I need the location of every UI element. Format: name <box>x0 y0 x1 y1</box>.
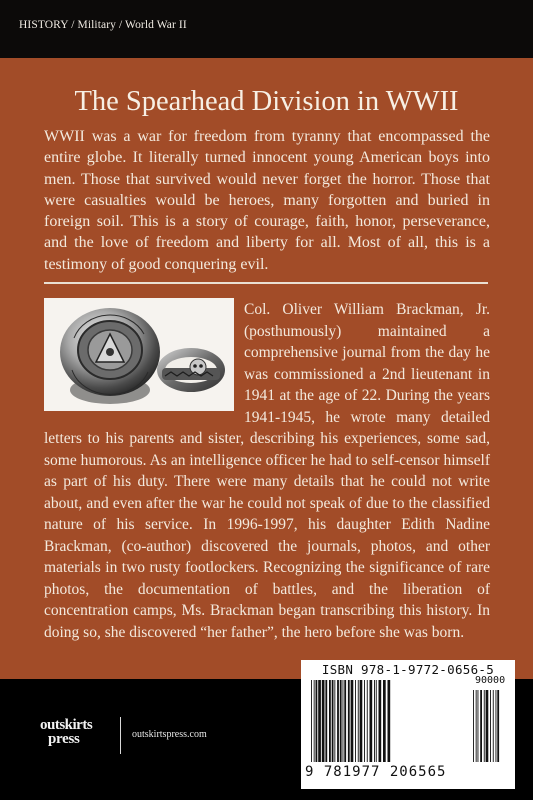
content-panel <box>0 58 533 679</box>
barcode-bar <box>337 680 339 762</box>
barcode-bar <box>496 690 497 762</box>
barcode-addon <box>473 690 509 762</box>
barcode-bar <box>497 690 499 762</box>
barcode-bar <box>314 680 315 762</box>
barcode-bar <box>364 680 365 762</box>
barcode-bar <box>379 680 382 762</box>
barcode-bar <box>322 680 325 762</box>
book-title: The Spearhead Division in WWII <box>74 86 459 117</box>
publisher-divider <box>120 717 121 754</box>
barcode-bar <box>325 680 327 762</box>
barcode-bar <box>334 680 335 762</box>
barcode-bar <box>473 690 474 762</box>
publisher-url: outskirtspress.com <box>132 729 207 740</box>
barcode-bar <box>367 680 368 762</box>
logo-line-1: outskirts <box>40 717 93 733</box>
barcode-bar <box>388 680 391 762</box>
barcode-bar <box>348 680 350 762</box>
intro-paragraph: WWII was a war for freedom from tyranny that encompassed the entire globe. It literally turned innocent young American boys into men. Those that survived would never forget the horror. Those that were casualties would be heroes, many forgotten and buried in foreign soil. This is a story of courage, faith, honor, perseverance, and the love of freedom and liberty for all. Most of all, this is a testimony of good conquering evil. <box>44 128 490 273</box>
barcode-main <box>311 680 467 762</box>
category-label: HISTORY / Military / World War II <box>19 19 187 31</box>
barcode-bar <box>311 680 312 762</box>
barcode-bar <box>332 680 334 762</box>
barcode-bar <box>476 690 477 762</box>
photo-space <box>44 299 244 412</box>
barcode-bar <box>493 690 494 762</box>
barcode-bar <box>484 690 485 762</box>
barcode-number: 9 781977 206565 <box>305 764 447 780</box>
barcode-bar <box>316 680 318 762</box>
barcode-bar <box>318 680 321 762</box>
barcode-bar <box>370 680 373 762</box>
barcode-bar <box>355 680 356 762</box>
barcode-bar <box>383 680 386 762</box>
top-band <box>0 0 533 58</box>
barcode-bar <box>478 690 479 762</box>
publisher-block <box>40 717 230 757</box>
barcode-bar <box>343 680 344 762</box>
barcode-bar <box>344 680 346 762</box>
barcode-bar <box>480 690 482 762</box>
barcode-bar <box>486 690 489 762</box>
barcode-bar <box>329 680 331 762</box>
barcode-bar <box>358 680 359 762</box>
price-code: 90000 <box>475 675 506 686</box>
story-block <box>44 299 490 643</box>
barcode-bar <box>490 690 491 762</box>
story-paragraph: Col. Oliver William Brackman, Jr. (posthumously) maintained a comprehensive journal from the day he was commissioned a 2nd lieutenant in 1941 at the age of 22. During the years 1941-1945, he wrote many detailed letters to his parents and sister, describing his experiences, some sad, some humorous. As an intelligence officer he had to self-censor himself as part of his duty. There were many details that he could not write about, and even after the war he could not speak of due to the classified nature of his service. In 1996-1997, his daughter Edith Nadine Brackman, (co-author) discovered the journals, photos, and other materials in two rusty footlockers. Recognizing the significance of rare photos, the documentation of battles, and the liberation of concentration camps, Ms. Brackman began transcribing this history. In doing so, she discovered “her father”, the hero before she was born. <box>44 301 490 641</box>
barcode-panel <box>301 660 515 789</box>
barcode-bar <box>376 680 377 762</box>
barcode-bar <box>374 680 375 762</box>
section-divider <box>44 282 488 284</box>
barcode-bar <box>340 680 342 762</box>
publisher-logo <box>40 717 102 757</box>
barcode-bar <box>351 680 354 762</box>
barcode-bar <box>360 680 363 762</box>
logo-line-2: press <box>48 731 80 747</box>
isbn-text: ISBN 978-1-9772-0656-5 <box>321 662 495 677</box>
